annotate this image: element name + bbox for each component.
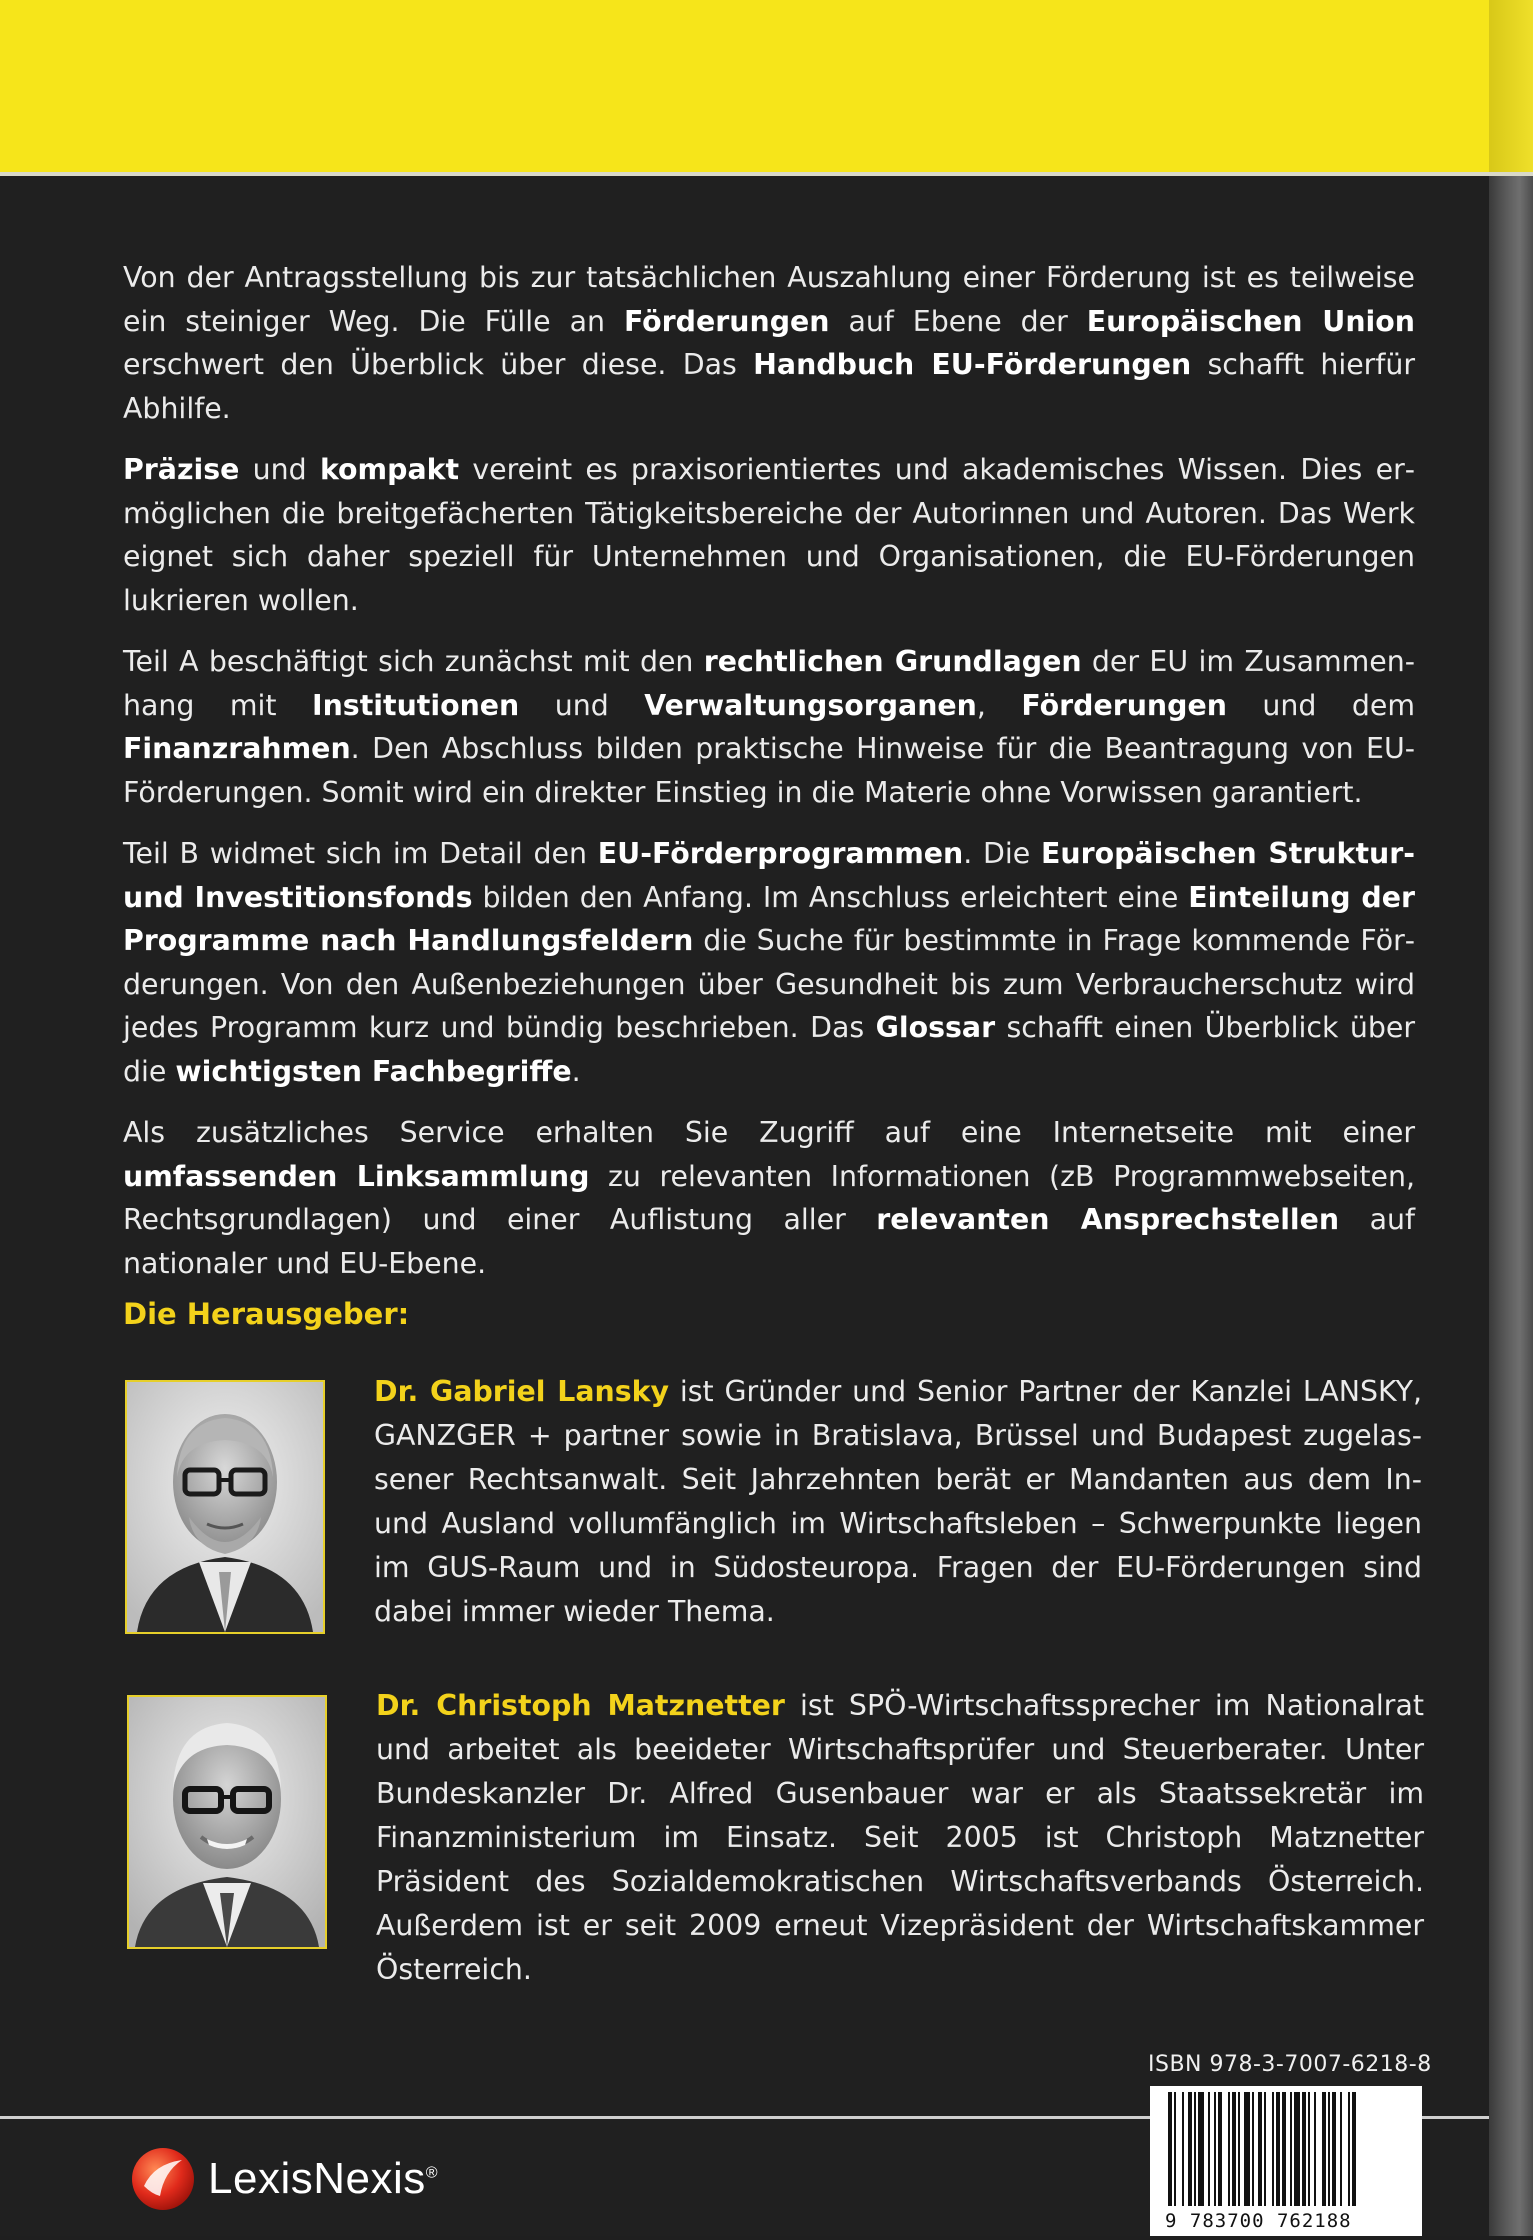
barcode-bar [1328, 2092, 1330, 2206]
portrait-lansky-image [127, 1382, 323, 1632]
book-spine-top [1489, 0, 1533, 172]
emphasis-text: wichtigsten Fachbegriffe [175, 1054, 572, 1088]
barcode-bar [1198, 2092, 1204, 2206]
body-text-run: der EU im Zusammenhang mit [123, 645, 1416, 722]
lexisnexis-flame-icon [130, 2146, 196, 2212]
barcode-bar [1218, 2092, 1222, 2206]
body-text-run: und [519, 688, 645, 722]
barcode-bar [1188, 2092, 1192, 2206]
barcode-bar [1282, 2092, 1286, 2206]
emphasis-text: umfassenden Linksammlung [123, 1159, 590, 1193]
body-text-run: zu relevanten Informationen (zB Programmwebseiten, Rechtsgrundlagen) und einer Auflistung aller [123, 1159, 1415, 1236]
isbn-label: ISBN 978-3-7007-6218-8 [1148, 2052, 1432, 2077]
body-text-run: . Den Abschluss bilden praktische Hinweise für die Beantragung von EU-Förderungen. Somit wird ein direkter Einstieg in die Materie ohne Vorwissen garantiert. [123, 732, 1415, 809]
barcode-bar [1322, 2092, 1326, 2206]
body-text-run: Teil B widmet sich im Detail den [123, 837, 598, 870]
body-text-run: vereint es praxisorientiertes und akademisches Wissen. Dies ermöglichen die breitgefächerten Tätigkeitsbereiche der Autorinnen und Autoren. Das Werk eignet sich daher speziell für Unternehmen und Organisationen, die EU-Förderungen lukrieren wollen. [123, 453, 1415, 617]
emphasis-text: relevanten Ansprechstellen [876, 1203, 1340, 1236]
barcode-bar [1214, 2092, 1216, 2206]
barcode-bar [1264, 2092, 1266, 2206]
barcode-bar [1276, 2092, 1280, 2206]
barcode-bar [1252, 2092, 1254, 2206]
body-text-run: und [239, 453, 320, 486]
barcode-bar [1168, 2092, 1172, 2206]
editor-bio-lansky [374, 1370, 1422, 1634]
barcode-bar [1294, 2092, 1300, 2206]
barcode-bar [1332, 2092, 1336, 2206]
editors-heading: Die Herausgeber: [123, 1297, 410, 1331]
description-paragraph-1 [123, 256, 1415, 430]
editor-name-matznetter: Dr. Christoph Matznetter [376, 1689, 785, 1722]
registered-mark: ® [425, 2164, 439, 2182]
editor-bio-text-matznetter: ist SPÖ-Wirtschaftssprecher im Nationalrat und arbeitet als beeideter Wirtschaftsprüfer und Steuerberater. Unter Bundeskanzler Dr. Alfred Gusenbauer war er als Staatssekretär im Finanzministerium im Einsatz. Seit 2005 ist Christoph Matznetter Präsident des Sozialdemokratischen Wirtschaftsverbands Österreich. Außerdem ist er seit 2009 erneut Vizepräsident der Wirtschaftskammer Österreich. [376, 1689, 1424, 1986]
emphasis-text: Glossar [875, 1011, 996, 1044]
body-text-run: die Suche für bestimmte in Frage kommende Förderungen. Von den Außenbeziehungen über Gesundheit bis zum Verbraucherschutz wird jedes Programm kurz und bündig beschrieben. Das [123, 924, 1416, 1044]
barcode-digits: 9 783700 762188 [1165, 2210, 1352, 2232]
body-text-run: . Die [963, 837, 1041, 870]
description-paragraph-5 [123, 1111, 1415, 1285]
body-text-run: erschwert den Überblick über diese. Das [123, 348, 754, 381]
body-text-run: und dem [1226, 688, 1416, 722]
emphasis-text: kompakt [319, 453, 460, 486]
body-text-run: schafft hierfür Abhilfe. [123, 348, 1416, 425]
barcode-bar [1258, 2092, 1262, 2206]
editor-photo-lansky [125, 1380, 325, 1634]
emphasis-text: rechtlichen Grundlagen [703, 645, 1082, 678]
book-spine-edge [1489, 176, 1533, 2236]
barcode-bar [1314, 2092, 1316, 2206]
body-text-run: auf Ebene der [829, 304, 1087, 338]
body-text-run: bilden den Anfang. Im Anschluss erleichtert eine [472, 880, 1189, 914]
barcode-bar [1244, 2092, 1250, 2206]
barcode-bar [1194, 2092, 1196, 2206]
barcode-bar [1208, 2092, 1210, 2206]
barcode-bar [1182, 2092, 1184, 2206]
editor-bio-matznetter [376, 1684, 1424, 1992]
barcode-bar [1302, 2092, 1306, 2206]
publisher-logo [130, 2148, 438, 2210]
barcode-bar [1238, 2092, 1240, 2206]
body-text-run: Als zusätzliches Service erhalten Sie Zugriff auf eine Internetseite mit einer [123, 1116, 1415, 1149]
emphasis-text: EU-Förderprogrammen [597, 837, 964, 870]
body-text-run: . [571, 1054, 581, 1088]
barcode-bar [1272, 2092, 1274, 2206]
barcode-bar [1340, 2092, 1342, 2206]
portrait-matznetter-image [129, 1697, 325, 1947]
editor-photo-matznetter [127, 1695, 327, 1949]
barcode-bar [1308, 2092, 1310, 2206]
emphasis-text: Förderungen [1021, 688, 1227, 722]
publisher-name-text: LexisNexis [208, 2154, 426, 2203]
emphasis-text: Verwaltungsorganen [644, 688, 977, 722]
description-paragraph-3 [123, 640, 1415, 814]
barcode-bar [1228, 2092, 1230, 2206]
barcode-bar [1348, 2092, 1350, 2206]
emphasis-text: Europäischen Struktur- und Investitionsfonds [123, 837, 1416, 914]
emphasis-text: Förderungen [623, 304, 830, 338]
description-paragraph-4 [123, 832, 1415, 1093]
body-text-run: , [976, 688, 1022, 722]
editor-name-lansky: Dr. Gabriel Lansky [374, 1375, 669, 1408]
editor-bio-text-lansky: ist Gründer und Senior Partner der Kanzlei LANSKY, GANZGER + partner sowie in Bratislava, Brüssel und Budapest zugelassener Rechtsanwalt. Seit Jahrzehnten berät er Mandanten aus dem In- und Ausland vollumfänglich im Wirtschaftsleben – Schwerpunkte liegen im GUS-Raum und in Südosteuropa. Fragen der EU-Förderungen sind dabei immer wieder Thema. [374, 1375, 1422, 1628]
barcode-bar [1174, 2092, 1176, 2206]
emphasis-text: Präzise [123, 453, 240, 486]
body-text-run: Teil A beschäftigt sich zunächst mit den [123, 645, 704, 678]
emphasis-text: Europäischen Union [1086, 304, 1415, 338]
barcode-bar [1290, 2092, 1292, 2206]
emphasis-text: Finanzrahmen [123, 732, 351, 765]
body-text-run: schafft einen Überblick über die [123, 1011, 1415, 1088]
cover-yellow-band [0, 0, 1533, 172]
emphasis-text: Handbuch EU-Förderungen [753, 348, 1192, 381]
emphasis-text: Institutionen [312, 688, 520, 722]
description-paragraph-2 [123, 448, 1415, 622]
emphasis-text: Einteilung der Programme nach Handlungsfeldern [123, 880, 1416, 957]
body-text-run: auf nationaler und EU-Ebene. [123, 1203, 1415, 1280]
book-description [123, 256, 1415, 1303]
barcode-bar [1232, 2092, 1236, 2206]
body-text-run: Von der Antragsstellung bis zur tatsächlichen Auszahlung einer Förderung ist es teilweise ein steiniger Weg. Die Fülle an [123, 261, 1415, 338]
barcode-bar [1352, 2092, 1356, 2206]
publisher-name [208, 2154, 438, 2204]
